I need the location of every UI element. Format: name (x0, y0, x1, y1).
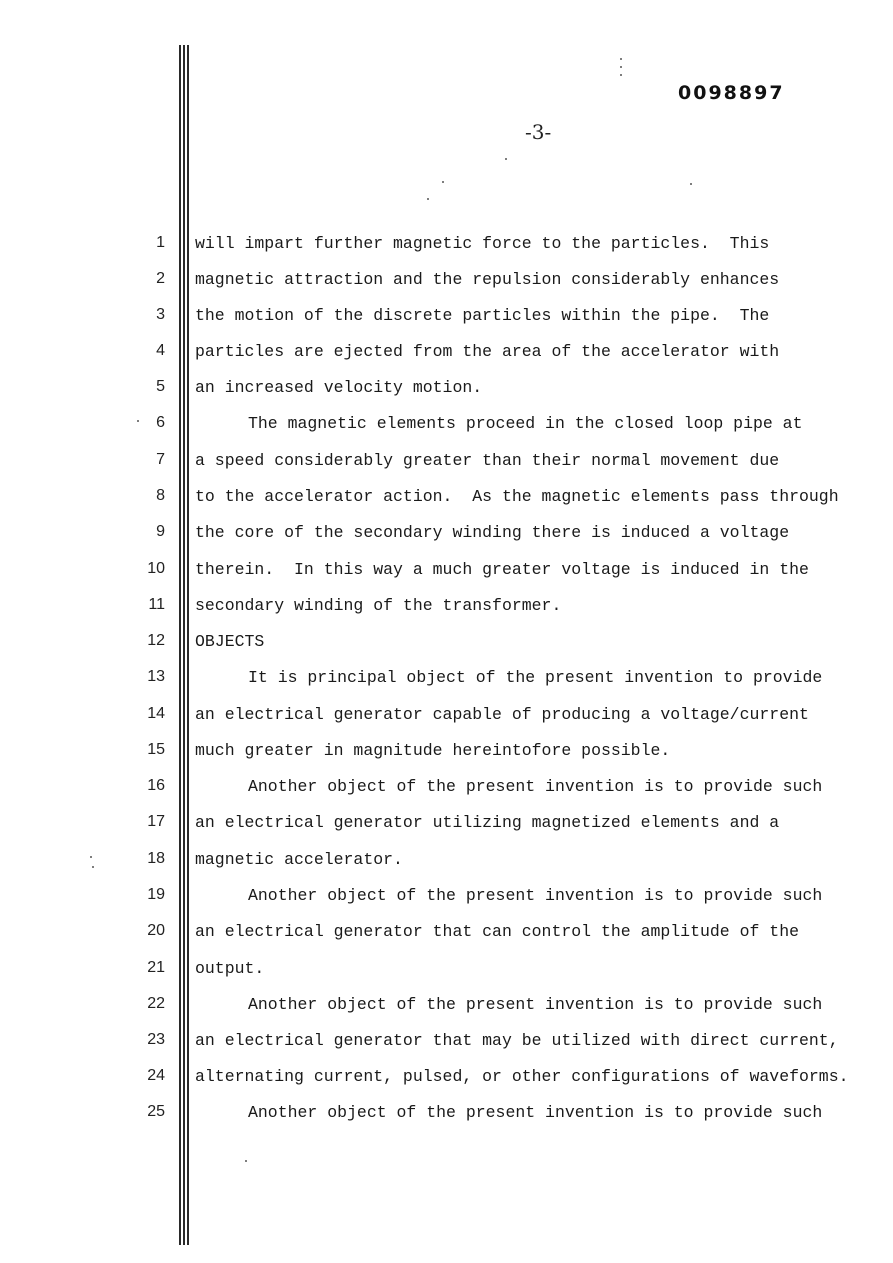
line-number: 13 (147, 668, 165, 685)
scan-speck (690, 183, 692, 185)
text-line: It is principal object of the present invention to provide (248, 668, 823, 687)
text-line: Another object of the present invention is to provide such (248, 777, 823, 796)
line-number: 3 (156, 306, 165, 323)
scan-speck (137, 420, 139, 422)
text-line: much greater in magnitude hereintofore possible. (195, 741, 671, 760)
scan-speck (92, 866, 94, 868)
text-line: to the accelerator action. As the magnetic elements pass through (195, 487, 839, 506)
line-number: 7 (156, 451, 165, 468)
text-line: an electrical generator utilizing magnetized elements and a (195, 813, 780, 832)
line-number: 24 (147, 1067, 165, 1084)
text-line: alternating current, pulsed, or other configurations of waveforms. (195, 1067, 849, 1086)
margin-rule-right (187, 45, 189, 1245)
text-line: will impart further magnetic force to the particles. This (195, 234, 770, 253)
line-number: 20 (147, 922, 165, 939)
scan-speck (620, 74, 622, 76)
line-number: 1 (156, 234, 165, 251)
scan-speck (505, 158, 507, 160)
page-number: -3- (525, 120, 552, 144)
scan-speck (620, 66, 622, 68)
text-line: Another object of the present invention is to provide such (248, 995, 823, 1014)
line-number: 5 (156, 378, 165, 395)
line-number: 4 (156, 342, 165, 359)
text-line: the core of the secondary winding there is induced a voltage (195, 523, 790, 542)
line-number: 19 (147, 886, 165, 903)
line-number: 25 (147, 1103, 165, 1120)
text-line: The magnetic elements proceed in the closed loop pipe at (248, 414, 803, 433)
line-number: 15 (147, 741, 165, 758)
text-line: therein. In this way a much greater voltage is induced in the (195, 560, 809, 579)
line-number: 10 (147, 560, 165, 577)
text-line: output. (195, 959, 265, 978)
line-number: 21 (147, 959, 165, 976)
text-line: Another object of the present invention is to provide such (248, 1103, 823, 1122)
margin-rule-left (179, 45, 181, 1245)
line-number: 17 (147, 813, 165, 830)
text-line: secondary winding of the transformer. (195, 596, 562, 615)
scan-speck (620, 58, 622, 60)
text-line: an electrical generator that can control the amplitude of the (195, 922, 799, 941)
text-line: particles are ejected from the area of the accelerator with (195, 342, 780, 361)
line-number: 2 (156, 270, 165, 287)
line-number: 12 (147, 632, 165, 649)
line-number: 11 (148, 596, 165, 613)
text-line: an increased velocity motion. (195, 378, 483, 397)
text-line: Another object of the present invention is to provide such (248, 886, 823, 905)
document-number: 0098897 (678, 82, 785, 104)
margin-rule-middle (183, 45, 185, 1245)
text-line: an electrical generator that may be utilized with direct current, (195, 1031, 839, 1050)
scan-speck (427, 198, 429, 200)
line-number: 6 (156, 414, 165, 431)
line-number: 8 (156, 487, 165, 504)
text-line: magnetic attraction and the repulsion considerably enhances (195, 270, 780, 289)
line-number: 9 (156, 523, 165, 540)
line-number: 16 (147, 777, 165, 794)
line-number: 23 (147, 1031, 165, 1048)
text-line: magnetic accelerator. (195, 850, 403, 869)
text-line: an electrical generator capable of producing a voltage/current (195, 705, 809, 724)
scan-speck (245, 1160, 247, 1162)
section-heading: OBJECTS (195, 632, 265, 651)
text-line: the motion of the discrete particles within the pipe. The (195, 306, 770, 325)
scan-speck (442, 181, 444, 183)
text-line: a speed considerably greater than their normal movement due (195, 451, 780, 470)
line-number: 22 (147, 995, 165, 1012)
line-number: 18 (147, 850, 165, 867)
scan-speck (90, 856, 92, 858)
line-number: 14 (147, 705, 165, 722)
